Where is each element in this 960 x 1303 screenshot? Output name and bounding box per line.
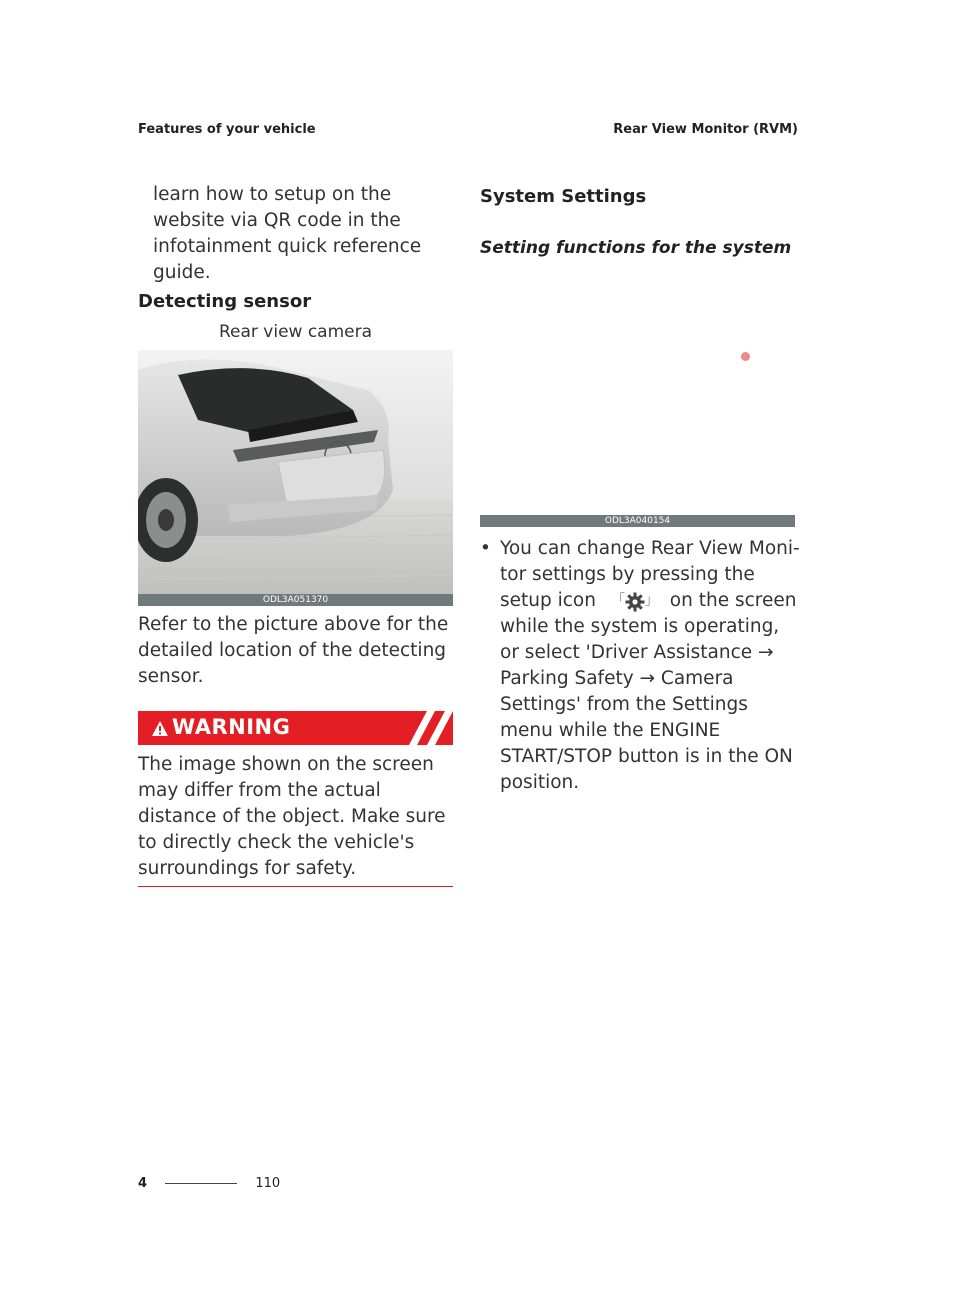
marker-dot xyxy=(741,352,750,361)
rear-camera-photo xyxy=(138,350,453,606)
warning-stripes xyxy=(405,711,453,745)
image-code: ODL3A051370 xyxy=(138,594,453,606)
continued-paragraph: learn how to setup on the website via QR code in the infotainment quick reference guide. xyxy=(153,184,422,283)
footer-rule xyxy=(165,1183,237,1184)
settings-bullet xyxy=(480,536,800,796)
warning-text: The image shown on the screen may differ from the actual distance of the object. Make sure to directly check the vehicle's surroundings for safety. xyxy=(138,754,446,879)
section-title-system-settings: System Settings xyxy=(480,186,647,207)
warning-triangle-icon xyxy=(152,721,168,736)
page-footer xyxy=(138,1176,280,1191)
image-label: Rear view camera xyxy=(218,322,373,342)
bullet-dot: • xyxy=(480,538,491,559)
gear-icon: 「 」 xyxy=(612,588,658,614)
detecting-sensor-paragraph: Refer to the picture above for the detailed location of the detecting sensor. xyxy=(138,614,449,687)
running-header-right: Rear View Monitor (RVM) xyxy=(613,122,798,137)
image-code-right: ODL3A040154 xyxy=(480,515,795,527)
running-header-left: Features of your vehicle xyxy=(138,122,316,137)
section-title-detecting-sensor: Detecting sensor xyxy=(138,291,312,312)
page-number: 110 xyxy=(255,1176,281,1191)
warning-banner xyxy=(138,711,453,745)
car-rear-illustration xyxy=(138,350,453,594)
bullet-text-end: on the screen while the system is operating, or select 'Driver Assistance → Parking Safety → Camera Settings' from the Settings menu while the ENGINE START/STOP button is in the ON position. xyxy=(500,590,797,793)
bullet-text-start: You can change Rear View Moni-tor settings by pressing the setup icon xyxy=(500,538,800,611)
settings-screen-image xyxy=(480,272,795,515)
chapter-number: 4 xyxy=(138,1176,148,1191)
warning-title: WARNING xyxy=(172,715,291,739)
warning-bottom-rule xyxy=(138,886,453,887)
subsection-title: Setting functions for the system xyxy=(480,238,792,258)
